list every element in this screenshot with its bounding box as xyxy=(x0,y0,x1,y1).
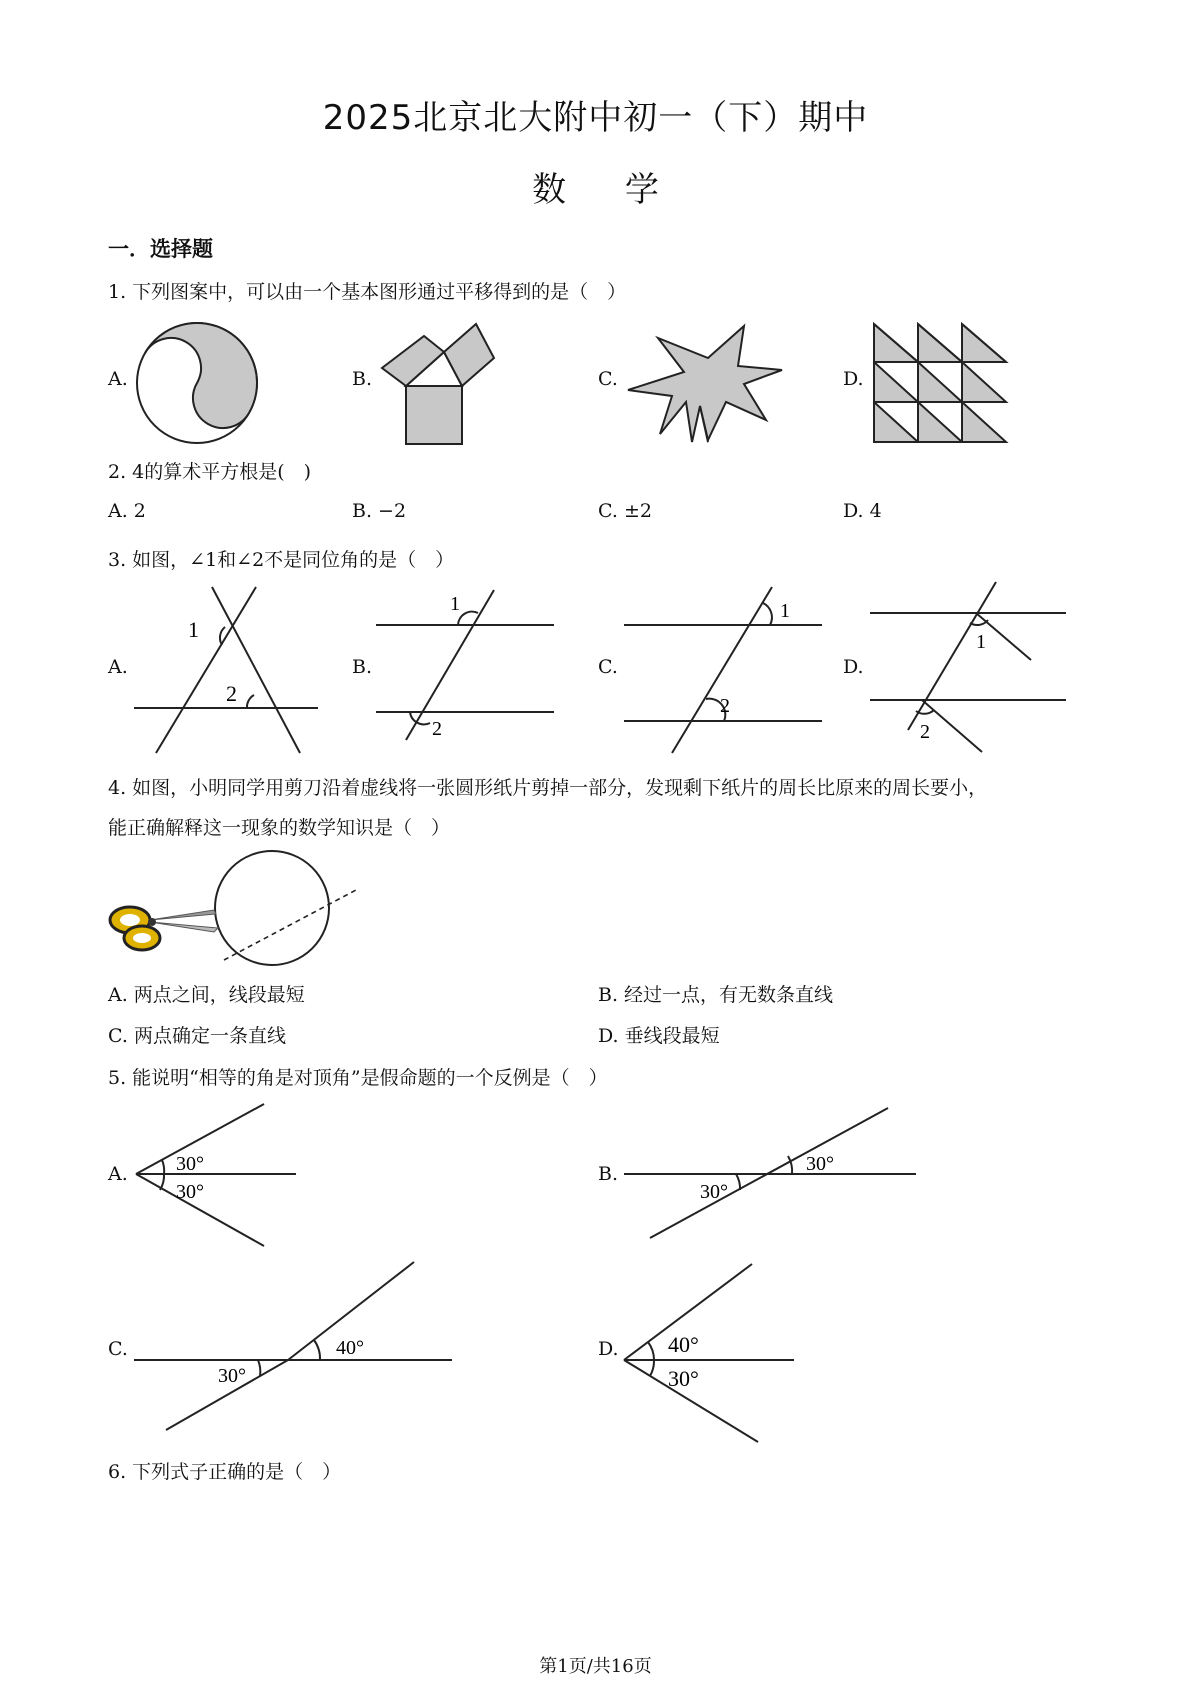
q4-option-a: A. 两点之间，线段最短 xyxy=(108,984,305,1006)
q1-option-d-label: D. xyxy=(843,368,864,390)
q5-figure-a xyxy=(130,1100,300,1250)
q5-option-c-label: C. xyxy=(108,1338,128,1360)
q1-figure-c xyxy=(626,322,786,444)
question-1-text: 1. 下列图案中，可以由一个基本图形通过平移得到的是（ ） xyxy=(108,281,627,303)
q1-option-b-label: B. xyxy=(352,368,373,390)
q3-figure-a xyxy=(130,585,330,755)
q2-option-d: D. 4 xyxy=(843,500,882,522)
q3b-angle-2: 2 xyxy=(432,718,442,740)
q5-figure-c xyxy=(130,1258,460,1438)
q5b-angle-left: 30° xyxy=(700,1181,728,1203)
question-5-text: 5. 能说明“相等的角是对顶角”是假命题的一个反例是（ ） xyxy=(108,1067,608,1089)
q5-option-d-label: D. xyxy=(598,1338,619,1360)
q3-option-a-label: A. xyxy=(108,656,128,678)
q1-figure-d xyxy=(872,322,1012,444)
q3-figure-c xyxy=(620,585,830,755)
q4-figure-scissors-circle xyxy=(106,850,366,970)
question-2-text: 2. 4的算术平方根是( ) xyxy=(108,461,312,483)
section-heading: 一．选择题 xyxy=(108,237,213,261)
q3-figure-d xyxy=(866,580,1076,760)
question-4-text-line2: 能正确解释这一现象的数学知识是（ ） xyxy=(108,817,451,839)
q5-option-a-label: A. xyxy=(108,1163,128,1185)
q2-option-b: B. −2 xyxy=(352,500,407,522)
subject-heading: 数 学 xyxy=(532,170,659,210)
q5-figure-b xyxy=(620,1104,920,1244)
question-4-text-line1: 4. 如图，小明同学用剪刀沿着虚线将一张圆形纸片剪掉一部分，发现剩下纸片的周长比原来的周长要小， xyxy=(108,777,988,799)
q5c-angle-right: 40° xyxy=(336,1337,364,1359)
q3d-angle-1: 1 xyxy=(976,631,986,653)
q5a-angle-top: 30° xyxy=(176,1153,204,1175)
q3a-angle-1: 1 xyxy=(188,617,199,642)
q1-figure-b xyxy=(378,318,496,448)
q5a-angle-bottom: 30° xyxy=(176,1181,204,1203)
q5-option-b-label: B. xyxy=(598,1163,619,1185)
q2-option-a: A. 2 xyxy=(108,500,146,522)
q3b-angle-1: 1 xyxy=(450,593,460,615)
q3d-angle-2: 2 xyxy=(920,721,930,743)
q1-option-c-label: C. xyxy=(598,368,618,390)
q3c-angle-2: 2 xyxy=(720,695,730,717)
q5d-angle-bottom: 30° xyxy=(668,1366,699,1391)
q4-option-d: D. 垂线段最短 xyxy=(598,1025,720,1047)
q5-figure-d xyxy=(618,1262,798,1452)
q1-figure-a xyxy=(134,320,260,446)
q1-option-a-label: A. xyxy=(108,368,128,390)
q3-option-b-label: B. xyxy=(352,656,373,678)
scissors-icon xyxy=(110,907,218,950)
q4-option-c: C. 两点确定一条直线 xyxy=(108,1025,286,1047)
q3-option-c-label: C. xyxy=(598,656,618,678)
page-footer: 第1页/共16页 xyxy=(539,1656,652,1677)
q3c-angle-1: 1 xyxy=(780,600,790,622)
q5d-angle-top: 40° xyxy=(668,1332,699,1357)
question-6-text: 6. 下列式子正确的是（ ） xyxy=(108,1461,342,1483)
q5b-angle-right: 30° xyxy=(806,1153,834,1175)
question-3-text: 3. 如图，∠1和∠2不是同位角的是（ ） xyxy=(108,549,455,571)
q5c-angle-left: 30° xyxy=(218,1365,246,1387)
document-title: 2025北京北大附中初一（下）期中 xyxy=(322,98,869,138)
q3-option-d-label: D. xyxy=(843,656,864,678)
q2-option-c: C. ±2 xyxy=(598,500,652,522)
q3a-angle-2: 2 xyxy=(226,681,237,706)
q3-figure-b xyxy=(372,585,572,745)
q4-option-b: B. 经过一点，有无数条直线 xyxy=(598,984,834,1006)
